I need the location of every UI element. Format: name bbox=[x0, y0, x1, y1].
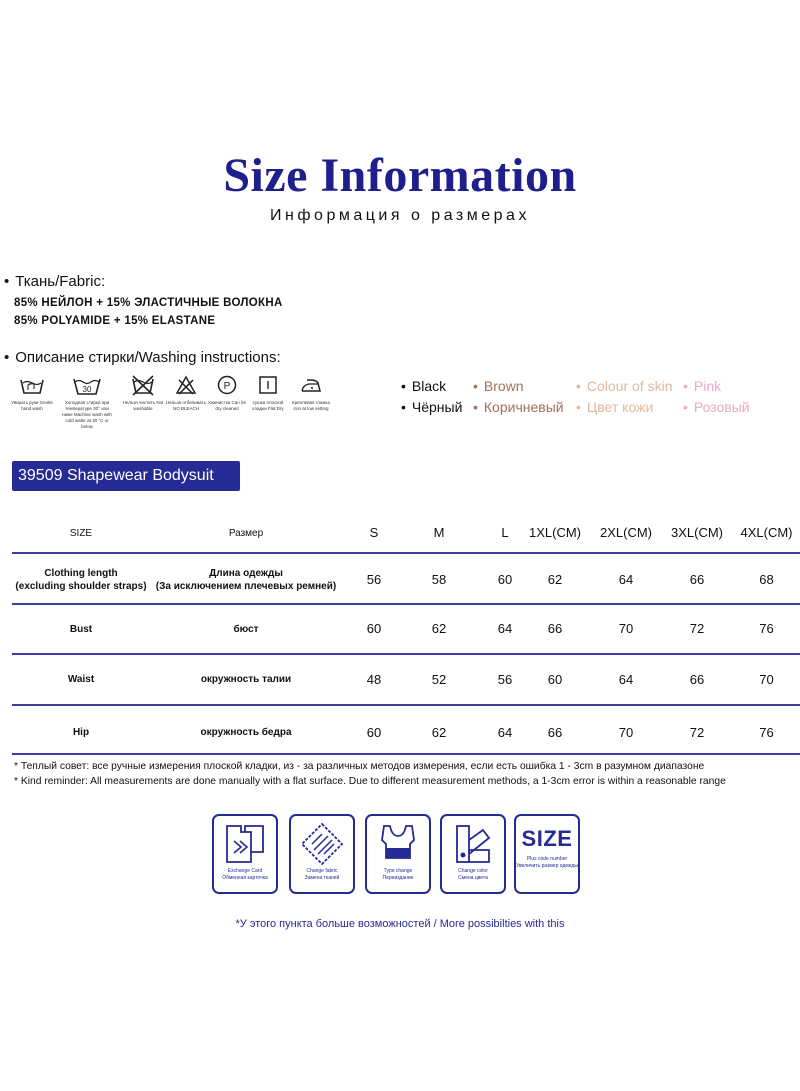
care-item-no-bleach bbox=[164, 374, 208, 412]
service-label: Exchange Card Обменная карточка bbox=[222, 868, 268, 881]
table-header-2xl: 2XL(CM) bbox=[599, 525, 652, 540]
value-1xl: 60 bbox=[547, 672, 563, 687]
service-label: Type change Переиздание bbox=[382, 868, 414, 881]
care-item-iron-low bbox=[289, 374, 333, 412]
more-possibilities-note: *У этого пункта больше возможностей / More possibilties with this bbox=[235, 918, 565, 930]
value-m: 62 bbox=[431, 621, 447, 636]
color-skin-en: • Colour of skin bbox=[576, 378, 673, 394]
iron-low-icon bbox=[299, 374, 323, 396]
table-divider bbox=[12, 603, 800, 605]
washing-heading: • Описание стирки/Washing instructions: bbox=[4, 349, 281, 366]
care-item-not-washable bbox=[121, 374, 165, 412]
value-1xl: 66 bbox=[547, 621, 563, 636]
service-card-type bbox=[365, 814, 431, 894]
value-3xl: 66 bbox=[689, 572, 705, 587]
table-header-razmer: Размер bbox=[228, 528, 264, 539]
value-l: 56 bbox=[497, 672, 513, 687]
care-item-flat-dry bbox=[246, 374, 290, 412]
care-label: Холодная стирка при температуре 30° или ниже Machine wash with cold water at 30 °C or below bbox=[62, 400, 112, 429]
change-fabric-icon bbox=[298, 822, 346, 866]
row-label-en: Bust bbox=[69, 624, 93, 635]
value-m: 62 bbox=[431, 725, 447, 740]
care-item-wash-30 bbox=[62, 374, 112, 430]
color-skin-ru: • Цвет кожи bbox=[576, 399, 653, 415]
svg-text:P: P bbox=[223, 381, 231, 392]
row-label-en: Hip bbox=[72, 727, 90, 738]
value-l: 64 bbox=[497, 621, 513, 636]
service-label: Change fabric Замена тканей bbox=[304, 868, 340, 881]
row-label-en: Waist bbox=[67, 674, 95, 685]
page-title: Size Information bbox=[223, 149, 577, 202]
fabric-composition-ru: 85% НЕЙЛОН + 15% ЭЛАСТИЧНЫЕ ВОЛОКНА bbox=[14, 297, 283, 309]
value-s: 60 bbox=[366, 621, 382, 636]
color-brown-ru: • Коричневый bbox=[473, 399, 564, 415]
dry-clean-icon bbox=[216, 374, 238, 396]
value-m: 52 bbox=[431, 672, 447, 687]
product-name-tag: 39509 Shapewear Bodysuit bbox=[12, 461, 240, 491]
care-label: Креплевая глажка iron at low setting bbox=[292, 400, 330, 411]
care-label: сушка плоской кладки Flat Dry bbox=[252, 400, 284, 411]
care-item-dry-clean bbox=[205, 374, 249, 412]
value-s: 48 bbox=[366, 672, 382, 687]
row-label-ru: окружность талии bbox=[200, 674, 292, 685]
value-4xl: 68 bbox=[759, 572, 774, 587]
value-s: 56 bbox=[366, 572, 382, 587]
fabric-heading: • Ткань/Fabric: bbox=[4, 273, 105, 290]
care-item-hand-wash bbox=[10, 374, 54, 412]
row-label-en: Clothing length (excluding shoulder straps) bbox=[15, 568, 147, 592]
measurement-note-en: * Kind reminder: All measurements are done manually with a flat surface. Due to different measurement methods, a 1-3cm error is within a reasonable range bbox=[14, 776, 726, 787]
value-2xl: 70 bbox=[618, 621, 634, 636]
color-brown-en: • Brown bbox=[473, 378, 524, 394]
table-header-s: S bbox=[369, 525, 379, 540]
value-1xl: 62 bbox=[547, 572, 563, 587]
value-4xl: 76 bbox=[759, 725, 774, 740]
care-label: Нельзя чистить Not washable bbox=[122, 400, 164, 411]
color-pink-en: • Pink bbox=[683, 378, 721, 394]
size-icon: SIZE bbox=[521, 826, 573, 851]
svg-text:30: 30 bbox=[82, 385, 92, 394]
service-card-color bbox=[440, 814, 506, 894]
no-bleach-icon bbox=[175, 374, 197, 396]
table-header-4xl: 4XL(CM) bbox=[740, 525, 793, 540]
service-card-exchange bbox=[212, 814, 278, 894]
value-3xl: 66 bbox=[689, 672, 705, 687]
flat-dry-icon bbox=[257, 374, 279, 396]
care-label: Нельзя отбеливать NO BLEACH bbox=[166, 400, 206, 411]
table-divider bbox=[12, 653, 800, 655]
color-black-ru: • Чёрный bbox=[401, 399, 462, 415]
care-label: Химчистка Can be dry cleaned bbox=[207, 400, 247, 411]
exchange-card-icon bbox=[221, 822, 269, 866]
care-label: Увирать руки Gentle hand wash bbox=[11, 400, 53, 411]
row-label-ru: окружность бедра bbox=[200, 727, 292, 738]
value-2xl: 64 bbox=[618, 572, 634, 587]
value-l: 64 bbox=[497, 725, 513, 740]
value-m: 58 bbox=[431, 572, 447, 587]
value-4xl: 76 bbox=[759, 621, 774, 636]
type-change-icon bbox=[374, 822, 422, 866]
table-header-l: L bbox=[501, 525, 509, 540]
value-4xl: 70 bbox=[759, 672, 774, 687]
table-divider bbox=[12, 753, 800, 755]
value-1xl: 66 bbox=[547, 725, 563, 740]
row-label-ru: Длина одежды (За исключением плечевых ремней) bbox=[155, 568, 337, 592]
table-header-m: M bbox=[433, 525, 445, 540]
table-header-3xl: 3XL(CM) bbox=[670, 525, 723, 540]
table-header-size: SIZE bbox=[69, 528, 93, 539]
value-2xl: 64 bbox=[618, 672, 634, 687]
value-3xl: 72 bbox=[689, 725, 705, 740]
service-label: Plus code number Увеличить размер одежды bbox=[516, 856, 578, 869]
color-pink-ru: • Розовый bbox=[683, 399, 750, 415]
measurement-note-ru: * Теплый совет: все ручные измерения плоской кладки, из - за различных методов измерения, если есть ошибка 1 - 3cm в разумном диапазоне bbox=[14, 761, 705, 772]
row-label-ru: бюст bbox=[233, 624, 259, 635]
service-card-size bbox=[514, 814, 580, 894]
fabric-composition-en: 85% POLYAMIDE + 15% ELASTANE bbox=[14, 315, 216, 327]
table-divider bbox=[12, 552, 800, 554]
service-label: Change color Смена цвета bbox=[458, 868, 488, 881]
change-color-icon bbox=[449, 822, 497, 866]
table-header-1xl: 1XL(CM) bbox=[528, 525, 581, 540]
value-s: 60 bbox=[366, 725, 382, 740]
no-tumble-dry-icon bbox=[131, 374, 155, 396]
value-l: 60 bbox=[497, 572, 513, 587]
page-subtitle: Информация о размерах bbox=[270, 207, 530, 224]
color-black-en: • Black bbox=[401, 378, 446, 394]
value-3xl: 72 bbox=[689, 621, 705, 636]
value-2xl: 70 bbox=[618, 725, 634, 740]
table-divider bbox=[12, 704, 800, 706]
hand-wash-icon bbox=[19, 374, 45, 396]
wash-30-icon bbox=[72, 374, 102, 396]
service-card-fabric bbox=[289, 814, 355, 894]
